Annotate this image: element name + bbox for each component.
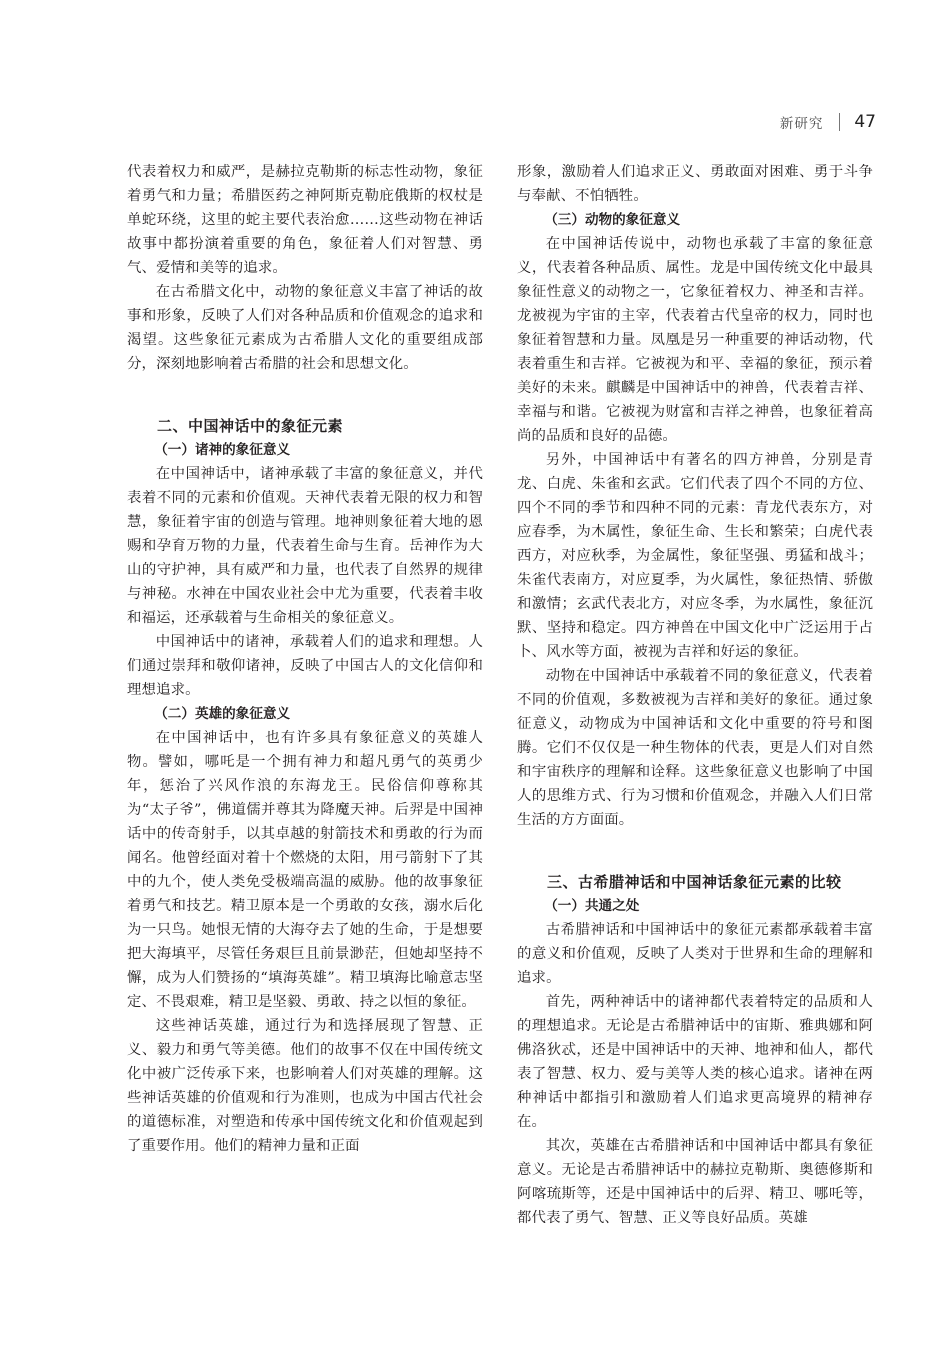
paragraph: 在中国神话中，也有许多具有象征意义的英雄人物。譬如，哪吒是一个拥有神力和超凡勇气的英勇少年，惩治了兴风作浪的东海龙王。民俗信仰尊称其为“太子爷”，佛道儒并尊其为降魔天神。后羿是中国神话中的传奇射手，以其卓越的射箭技术和勇敢的行为而闻名。他曾经面对着十个燃烧的太阳，用弓箭射下了其中的九个，使人类免受极端高温的威胁。他的故事象征着勇气和技艺。精卫原本是一个勇敢的女孩，溺水后化为一只鸟。她恨无情的大海夺去了她的生命，于是想要把大海填平，尽管任务艰巨且前景渺茫，但她却坚持不懈，成为人们赞扬的“填海英雄”。精卫填海比喻意志坚定、不畏艰难，精卫是坚毅、勇敢、持之以恒的象征。: [127, 730, 483, 1010]
paragraph: 首先，两种神话中的诸神都代表着特定的品质和人的理想追求。无论是古希腊神话中的宙斯、雅典娜和阿佛洛狄忒，还是中国神话中的天神、地神和仙人，都代表了智慧、权力、爱与美等人类的核心追求。诸神在两种神话中都指引和激励着人们追求更高境界的精神存在。: [517, 994, 873, 1130]
paragraph: 代表着权力和威严，是赫拉克勒斯的标志性动物，象征着勇气和力量；希腊医药之神阿斯克勒庇俄斯的权杖是单蛇环绕，这里的蛇主要代表治愈……这些动物在神话故事中都扮演着重要的角色，象征着人们对智慧、勇气、爱情和美等的追求。: [127, 164, 483, 276]
section-name: 新研究: [779, 116, 824, 132]
paragraph: 形象，激励着人们追求正义、勇敢面对困难、勇于斗争与奉献、不怕牺牲。: [517, 164, 873, 204]
left-column: [127, 160, 483, 1158]
page-number: 47: [854, 112, 876, 132]
header-divider: [839, 113, 840, 131]
paragraph: 动物在中国神话中承载着不同的象征意义，代表着不同的价值观，多数被视为吉祥和美好的象征。通过象征意义，动物成为中国神话和文化中重要的符号和图腾。它们不仅仅是一种生物体的代表，更是人们对自然和宇宙秩序的理解和诠释。这些象征意义也影响了中国人的思维方式、行为习惯和价值观念，并融入人们日常生活的方方面面。: [517, 668, 873, 828]
paragraph: 在中国神话中，诸神承载了丰富的象征意义，并代表着不同的元素和价值观。天神代表着无限的权力和智慧，象征着宇宙的创造与管理。地神则象征着大地的恩赐和孕育万物的力量，代表着生命与生育。岳神作为大山的守护神，具有威严和力量，也代表了自然界的规律与神秘。水神在中国农业社会中尤为重要，代表着丰收和福运，还承载着与生命相关的象征意义。: [127, 466, 483, 626]
subsection-heading: （三）动物的象征意义: [544, 212, 681, 228]
paragraph: 其次，英雄在古希腊神话和中国神话中都具有象征意义。无论是古希腊神话中的赫拉克勒斯、奥德修斯和阿喀琉斯等，还是中国神话中的后羿、精卫、哪吒等，都代表了勇气、智慧、正义等良好品质。英雄: [517, 1138, 873, 1226]
section-heading: 二、中国神话中的象征元素: [157, 417, 344, 435]
paragraph: 中国神话中的诸神，承载着人们的追求和理想。人们通过崇拜和敬仰诸神，反映了中国古人的文化信仰和理想追求。: [127, 634, 483, 698]
page-header: [780, 112, 876, 132]
subsection-heading: （二）英雄的象征意义: [154, 706, 291, 722]
section-gap: [517, 832, 873, 870]
subsection-heading: （一）共通之处: [544, 898, 640, 914]
right-column: [517, 160, 873, 1230]
paragraph: 古希腊神话和中国神话中的象征元素都承载着丰富的意义和价值观，反映了人类对于世界和生命的理解和追求。: [517, 922, 873, 986]
paragraph: 这些神话英雄，通过行为和选择展现了智慧、正义、毅力和勇气等美德。他们的故事不仅在中国传统文化中被广泛传承下来，也影响着人们对英雄的理解。这些神话英雄的价值观和行为准则，也成为中国古代社会的道德标准，对塑造和传承中国传统文化和价值观起到了重要作用。他们的精神力量和正面: [127, 1018, 483, 1154]
section-heading: 三、古希腊神话和中国神话象征元素的比较: [547, 873, 842, 891]
subsection-heading: （一）诸神的象征意义: [154, 442, 291, 458]
paragraph: 在中国神话传说中，动物也承载了丰富的象征意义，代表着各种品质、属性。龙是中国传统文化中最具象征性意义的动物之一，它象征着权力、神圣和吉祥。龙被视为宇宙的主宰，代表着古代皇帝的权力，同时也象征着智慧和力量。凤凰是另一种重要的神话动物，代表着重生和吉祥。它被视为和平、幸福的象征，预示着美好的未来。麒麟是中国神话中的神兽，代表着吉祥、幸福与和谐。它被视为财富和吉祥之神兽，也象征着高尚的品质和良好的品德。: [517, 236, 873, 444]
section-gap: [127, 376, 483, 414]
paragraph: 另外，中国神话中有著名的四方神兽，分别是青龙、白虎、朱雀和玄武。它们代表了四个不同的方位、四个不同的季节和四种不同的元素：青龙代表东方，对应春季，为木属性，象征生命、生长和繁荣；白虎代表西方，对应秋季，为金属性，象征坚强、勇猛和战斗；朱雀代表南方，对应夏季，为火属性，象征热情、骄傲和激情；玄武代表北方，对应冬季，为水属性，象征沉默、坚持和稳定。四方神兽在中国文化中广泛运用于占卜、风水等方面，被视为吉祥和好运的象征。: [517, 452, 873, 660]
paragraph: 在古希腊文化中，动物的象征意义丰富了神话的故事和形象，反映了人们对各种品质和价值观念的追求和渴望。这些象征元素成为古希腊人文化的重要组成部分，深刻地影响着古希腊的社会和思想文化。: [127, 284, 483, 372]
